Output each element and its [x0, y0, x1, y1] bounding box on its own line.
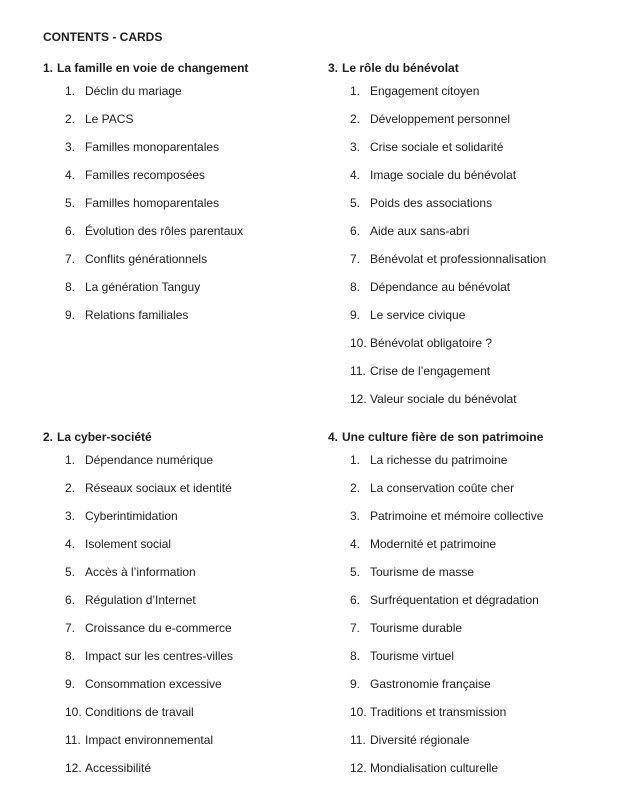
item-label: La génération Tanguy — [85, 280, 201, 294]
item-label: Tourisme de masse — [370, 565, 475, 579]
section-title: La famille en voie de changement — [57, 61, 249, 75]
item-label: Dépendance au bénévolat — [370, 280, 511, 294]
list-item — [43, 252, 338, 280]
section-title: La cyber-société — [57, 430, 152, 444]
item-label: Accès à l’information — [85, 565, 196, 579]
list-item — [328, 537, 623, 565]
item-number: 12. — [350, 761, 367, 775]
section-item-list — [43, 453, 338, 789]
list-item — [43, 649, 338, 677]
list-item — [43, 308, 338, 336]
item-label: Relations familiales — [85, 308, 189, 322]
list-item — [43, 509, 338, 537]
section-number: 3. — [328, 61, 339, 75]
item-number: 7. — [350, 252, 361, 266]
item-label: Déclin du mariage — [85, 84, 182, 98]
list-item — [43, 140, 338, 168]
item-label: Conflits générationnels — [85, 252, 208, 266]
item-label: La richesse du patrimoine — [370, 453, 508, 467]
item-number: 8. — [65, 649, 76, 663]
item-label: Crise sociale et solidarité — [370, 140, 504, 154]
item-number: 7. — [350, 621, 361, 635]
item-number: 3. — [65, 509, 76, 523]
list-item — [328, 168, 623, 196]
item-label: Tourisme durable — [370, 621, 463, 635]
list-item — [43, 196, 338, 224]
item-number: 9. — [65, 308, 76, 322]
list-item — [328, 308, 623, 336]
item-label: Patrimoine et mémoire collective — [370, 509, 544, 523]
item-number: 7. — [65, 621, 76, 635]
section-heading — [328, 430, 623, 444]
list-item — [43, 481, 338, 509]
section-patrimoine — [328, 430, 623, 789]
item-label: Image sociale du bénévolat — [370, 168, 517, 182]
section-heading — [43, 61, 338, 75]
item-number: 8. — [350, 280, 361, 294]
list-item — [43, 453, 338, 481]
list-item — [43, 168, 338, 196]
item-number: 9. — [65, 677, 76, 691]
item-number: 2. — [350, 481, 361, 495]
item-number: 5. — [350, 196, 361, 210]
list-item — [43, 705, 338, 733]
item-label: Surfréquentation et dégradation — [370, 593, 539, 607]
item-number: 3. — [350, 140, 361, 154]
list-item — [328, 593, 623, 621]
item-label: Tourisme virtuel — [370, 649, 455, 663]
item-label: Dépendance numérique — [85, 453, 214, 467]
item-number: 5. — [65, 196, 76, 210]
item-label: Bénévolat et professionnalisation — [370, 252, 547, 266]
section-heading — [328, 61, 623, 75]
list-item — [328, 677, 623, 705]
item-number: 9. — [350, 308, 361, 322]
section-number: 4. — [328, 430, 339, 444]
section-cyber-societe — [43, 430, 338, 789]
item-label: Le PACS — [85, 112, 134, 126]
item-number: 8. — [350, 649, 361, 663]
list-item — [328, 733, 623, 761]
section-benevolat — [328, 61, 623, 420]
section-item-list — [43, 84, 338, 336]
item-label: Familles monoparentales — [85, 140, 220, 154]
item-label: Croissance du e-commerce — [85, 621, 232, 635]
item-number: 3. — [350, 509, 361, 523]
list-item — [328, 761, 623, 789]
item-number: 1. — [65, 84, 76, 98]
item-number: 1. — [350, 84, 361, 98]
list-item — [328, 481, 623, 509]
item-label: Conditions de travail — [85, 705, 194, 719]
list-item — [43, 761, 338, 789]
item-number: 8. — [65, 280, 76, 294]
item-label: Accessibilité — [85, 761, 152, 775]
item-number: 4. — [350, 537, 361, 551]
list-item — [328, 649, 623, 677]
list-item — [43, 84, 338, 112]
item-label: Impact environnemental — [85, 733, 214, 747]
item-label: Évolution des rôles parentaux — [85, 224, 244, 238]
item-number: 11. — [350, 364, 366, 378]
list-item — [43, 621, 338, 649]
item-label: Engagement citoyen — [370, 84, 480, 98]
item-number: 12. — [65, 761, 82, 775]
item-number: 1. — [350, 453, 361, 467]
item-number: 1. — [65, 453, 76, 467]
item-number: 4. — [65, 537, 76, 551]
item-label: Développement personnel — [370, 112, 511, 126]
item-label: Mondialisation culturelle — [370, 761, 499, 775]
section-heading — [43, 430, 338, 444]
item-number: 6. — [350, 224, 361, 238]
item-number: 5. — [350, 565, 361, 579]
item-label: Poids des associations — [370, 196, 493, 210]
item-label: Traditions et transmission — [370, 705, 507, 719]
item-label: Crise de l’engagement — [370, 364, 491, 378]
section-number: 1. — [43, 61, 54, 75]
section-famille — [43, 61, 338, 336]
item-label: Familles homoparentales — [85, 196, 220, 210]
list-item — [328, 252, 623, 280]
list-item — [328, 453, 623, 481]
item-label: Isolement social — [85, 537, 172, 551]
list-item — [328, 140, 623, 168]
list-item — [328, 224, 623, 252]
item-label: Familles recomposées — [85, 168, 206, 182]
item-number: 2. — [65, 112, 76, 126]
item-number: 11. — [350, 733, 366, 747]
list-item — [43, 565, 338, 593]
section-number: 2. — [43, 430, 54, 444]
section-title: Une culture fière de son patrimoine — [342, 430, 544, 444]
item-number: 10. — [65, 705, 82, 719]
item-label: Régulation d’Internet — [85, 593, 196, 607]
page-title: CONTENTS - CARDS — [43, 30, 163, 44]
item-number: 4. — [350, 168, 361, 182]
item-number: 6. — [65, 593, 76, 607]
list-item — [328, 621, 623, 649]
item-label: Le service civique — [370, 308, 466, 322]
item-label: Consommation excessive — [85, 677, 222, 691]
item-number: 7. — [65, 252, 76, 266]
list-item — [328, 392, 623, 420]
item-label: Impact sur les centres-villes — [85, 649, 234, 663]
list-item — [43, 224, 338, 252]
list-item — [328, 84, 623, 112]
item-label: Aide aux sans-abri — [370, 224, 470, 238]
item-number: 6. — [350, 593, 361, 607]
list-item — [43, 112, 338, 140]
item-number: 5. — [65, 565, 76, 579]
item-number: 4. — [65, 168, 76, 182]
item-label: Cyberintimidation — [85, 509, 178, 523]
section-title: Le rôle du bénévolat — [342, 61, 459, 75]
item-number: 11. — [65, 733, 81, 747]
item-number: 10. — [350, 336, 367, 350]
item-number: 12. — [350, 392, 367, 406]
list-item — [328, 112, 623, 140]
list-item — [43, 280, 338, 308]
item-label: Bénévolat obligatoire ? — [370, 336, 493, 350]
item-number: 3. — [65, 140, 76, 154]
list-item — [43, 593, 338, 621]
item-label: La conservation coûte cher — [370, 481, 515, 495]
list-item — [328, 565, 623, 593]
item-label: Gastronomie française — [370, 677, 491, 691]
item-number: 2. — [350, 112, 361, 126]
item-label: Réseaux sociaux et identité — [85, 481, 232, 495]
item-number: 9. — [350, 677, 361, 691]
list-item — [43, 537, 338, 565]
item-number: 2. — [65, 481, 76, 495]
section-item-list — [328, 453, 623, 789]
item-number: 10. — [350, 705, 367, 719]
item-label: Diversité régionale — [370, 733, 470, 747]
item-label: Modernité et patrimoine — [370, 537, 497, 551]
list-item — [43, 677, 338, 705]
list-item — [328, 364, 623, 392]
list-item — [328, 336, 623, 364]
section-item-list — [328, 84, 623, 420]
list-item — [43, 733, 338, 761]
item-label: Valeur sociale du bénévolat — [370, 392, 517, 406]
item-number: 6. — [65, 224, 76, 238]
list-item — [328, 280, 623, 308]
list-item — [328, 509, 623, 537]
list-item — [328, 196, 623, 224]
list-item — [328, 705, 623, 733]
